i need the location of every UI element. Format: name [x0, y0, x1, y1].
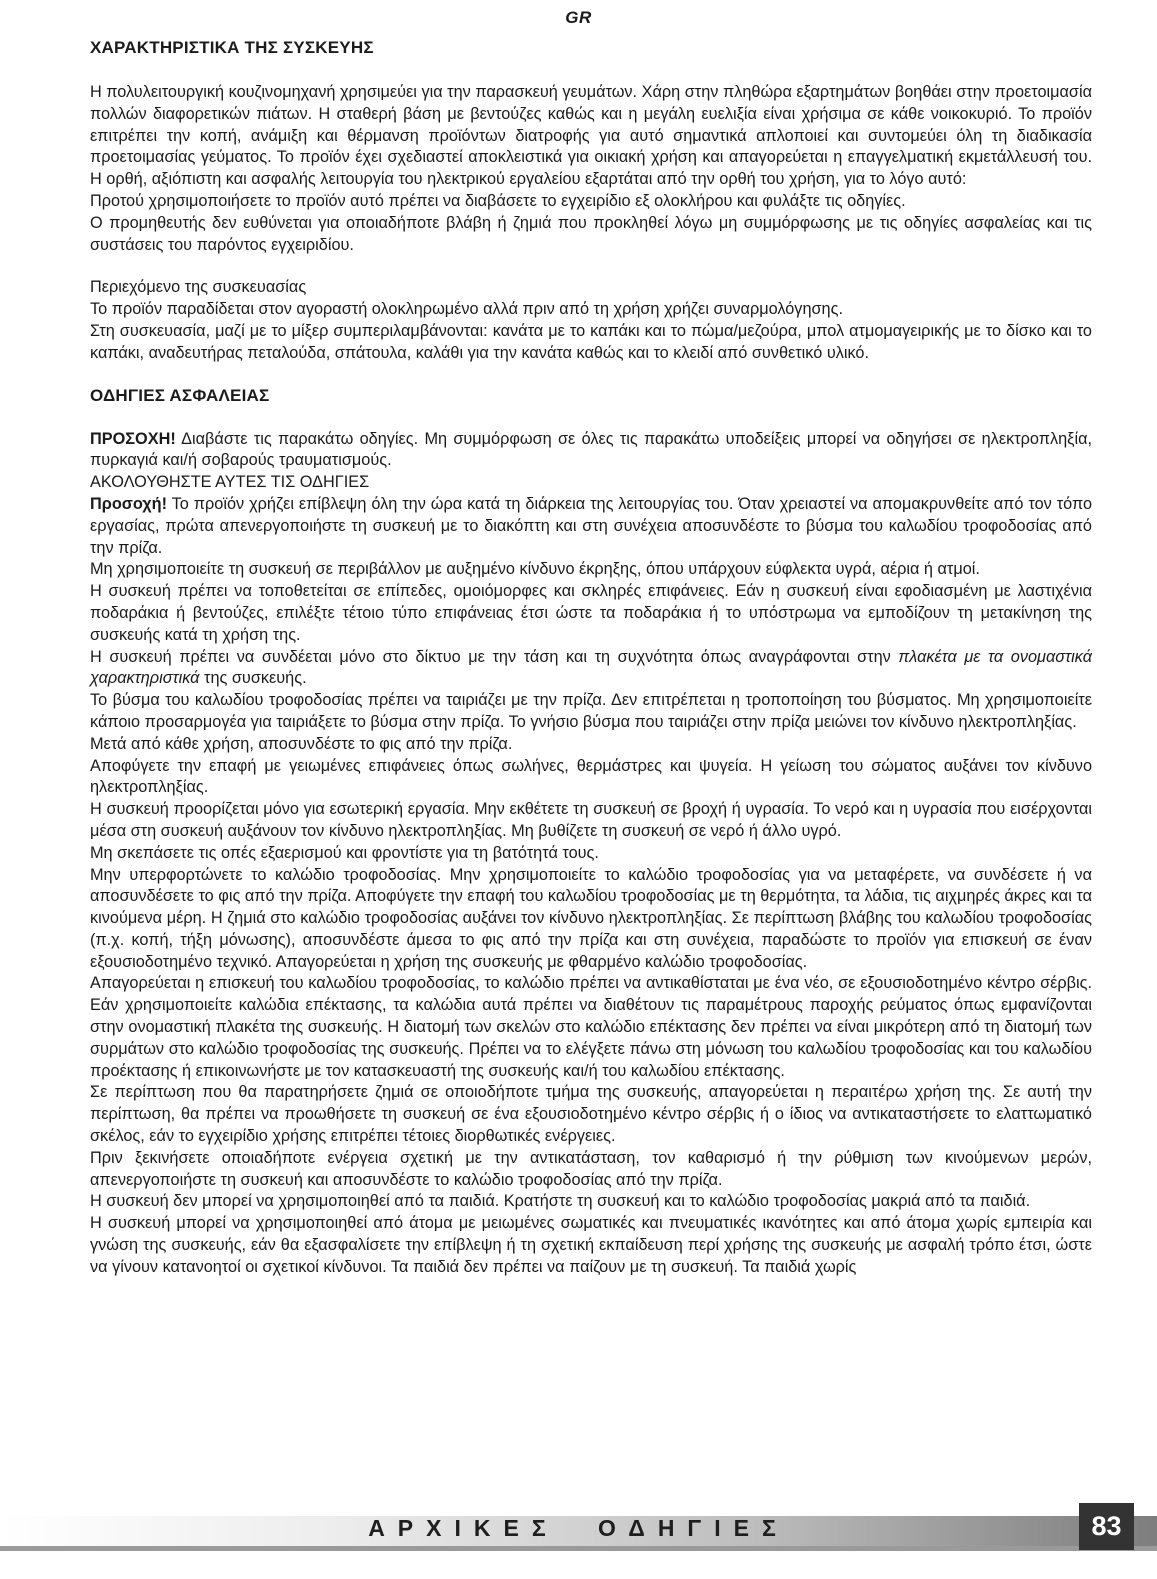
page-number: 83	[1091, 1511, 1122, 1541]
rule-text: της συσκευής.	[199, 669, 307, 688]
footer-underline	[0, 1546, 1157, 1551]
rule-text: Η συσκευή πρέπει να συνδέεται μόνο στο δίκτυο με την τάση και τη συχνότητα όπως αναγράφονται στην	[90, 647, 899, 666]
safety-rule: Η συσκευή μπορεί να χρησιμοποιηθεί από άτομα με μειωμένες σωματικές και πνευματικές ικανότητες και από άτομα χωρίς εμπειρία και γνώση της συσκευής, εάν θα εξασφαλίσετε την επίβλεψη ή τη σχετική εκπαίδευση περί χρήσης της συσκευής με ασφαλή τρόπο έτσι, ώστε να γίνουν κατανοητοί οι σχετικοί κίνδυνοι. Τα παιδιά δεν πρέπει να παίζουν με τη συσκευή. Τα παιδιά χωρίς	[90, 1214, 1092, 1276]
package-contents-heading: Περιεχόμενο της συσκευασίας	[90, 278, 307, 297]
page-content	[90, 38, 1092, 1279]
features-intro-block	[90, 82, 1092, 256]
safety-rule: Μη χρησιμοποιείτε τη συσκευή σε περιβάλλον με αυξημένο κίνδυνο έκρηξης, όπου υπάρχουν εύφλεκτα υγρά, αέρια ή ατμοί.	[90, 560, 980, 579]
paragraph: Προτού χρησιμοποιήσετε το προϊόν αυτό πρέπει να διαβάσετε το εγχειρίδιο εξ ολοκλήρου και φυλάξτε τις οδηγίες.	[90, 191, 906, 210]
package-contents-block	[90, 277, 1092, 364]
safety-rule: Απαγορεύεται η επισκευή του καλωδίου τροφοδοσίας, το καλώδιο πρέπει να αντικαθίσταται με ένα νέο, σε εξουσιοδοτημένο κέντρο σέρβις. Εάν χρησιμοποιείτε καλώδια επέκτασης, τα καλώδια αυτά πρέπει να διαθέτουν τις παραμέτρους παροχής ρεύματος όπως εμφανίζονται στην ονομαστική πλακέτα της συσκευής. Η διατομή των σκελών στο καλώδιο επέκτασης δεν πρέπει να είναι μικρότερη από τη διατομή των συρμάτων στο καλώδιο τροφοδοσίας της συσκευής. Πρέπει να το ελέγξετε πάνω στη μόνωση του καλωδίου τροφοδοσίας και του καλωδίου προέκτασης ή επικοινωνήστε με τον κατασκευαστή της συσκευής και/ή του καλωδίου επέκτασης.	[90, 974, 1092, 1080]
language-code: GR	[565, 8, 592, 27]
safety-rule: Αποφύγετε την επαφή με γειωμένες επιφάνειες όπως σωλήνες, θερμάστρες και ψυγεία. Η γείωση του σώματος αυξάνει τον κίνδυνο ηλεκτροπληξίας.	[90, 756, 1092, 797]
features-section-title: ΧΑΡΑΚΤΗΡΙΣΤΙΚΑ ΤΗΣ ΣΥΣΚΕΥΗΣ	[90, 38, 374, 57]
safety-rule-rating-plate	[90, 647, 1092, 691]
rating-plate-italic-phrase: πλακέτα με τα ονομαστικά χαρακτηριστικά	[90, 647, 1092, 688]
paragraph: Στη συσκευασία, μαζί με το μίξερ συμπεριλαμβάνονται: κανάτα με το καπάκι και το πώμα/μεζούρα, μπολ ατμομαγειρικής με το δίσκο και το καπάκι, αναδευτήρας πεταλούδα, σπάτουλα, καλάθι για την κανάτα καθώς και το κλειδί από συνθετικό υλικό.	[90, 321, 1092, 362]
page-number-badge	[1079, 1503, 1134, 1550]
footer-series-title: ΑΡΧΙΚΕΣ ΟΔΗΓΙΕΣ	[368, 1515, 789, 1541]
warning-text: Διαβάστε τις παρακάτω οδηγίες. Μη συμμόρφωση σε όλες τις παρακάτω υποδείξεις μπορεί να οδηγήσει σε ηλεκτροπληξία, πυρκαγιά και/ή σοβαρούς τραυματισμούς.	[90, 429, 1093, 470]
safety-rule: Μετά από κάθε χρήση, αποσυνδέστε το φις από την πρίζα.	[90, 734, 513, 753]
safety-attention-paragraph	[90, 494, 1092, 559]
safety-warning-paragraph	[90, 429, 1092, 473]
safety-rule: Το βύσμα του καλωδίου τροφοδοσίας πρέπει να ταιριάζει με την πρίζα. Δεν επιτρέπεται η τροποποίηση του βύσματος. Μη χρησιμοποιείτε κάποιο προσαρμογέα για ταιριάξετε το βύσμα στην πρίζα. Το γνήσιο βύσμα που ταιριάζει στην πρίζα μειώνει τον κίνδυνο ηλεκτροπληξίας.	[90, 691, 1092, 731]
safety-instructions-block	[90, 429, 1092, 1279]
safety-rule: Μην υπερφορτώνετε το καλώδιο τροφοδοσίας. Μην χρησιμοποιείτε το καλώδιο τροφοδοσίας για να μεταφέρετε, να συνδέσετε ή να αποσυνδέσετε το φις από την πρίζα. Αποφύγετε την επαφή του καλωδίου τροφοδοσίας με τη θερμότητα, τα λάδια, τις αιχμηρές άκρες και τα κινούμενα μέρη. Η ζημιά στο καλώδιο τροφοδοσίας αυξάνει τον κίνδυνο ηλεκτροπληξίας. Σε περίπτωση βλάβης του καλωδίου τροφοδοσίας (π.χ. κοπή, τήξη μόνωσης), αποσυνδέστε άμεσα το φις από την πρίζα και στη συνέχεια, παραδώστε το προϊόν για επισκευή σε έναν εξουσιοδοτημένο τεχνικό. Απαγορεύεται η χρήση της συσκευής με φθαρμένο καλώδιο τροφοδοσίας.	[90, 865, 1092, 971]
safety-rule: Μη σκεπάσετε τις οπές εξαερισμού και φροντίστε για τη βατότητά τους.	[90, 843, 599, 862]
safety-rule: Η συσκευή προορίζεται μόνο για εσωτερική εργασία. Μην εκθέτετε τη συσκευή σε βροχή ή υγρασία. Το νερό και η υγρασία που εισέρχονται μέσα στη συσκευή αυξάνουν τον κίνδυνο ηλεκτροπληξίας. Μη βυθίζετε τη συσκευή σε νερό ή άλλο υγρό.	[90, 800, 1092, 840]
attention-lead: Προσοχή!	[90, 494, 168, 513]
safety-rule: Σε περίπτωση που θα παρατηρήσετε ζημιά σε οποιοδήποτε τμήμα της συσκευής, απαγορεύεται η περαιτέρω χρήση της. Σε αυτή την περίπτωση, θα πρέπει να προωθήσετε τη συσκευή σε ένα εξουσιοδοτημένο κέντρο σέρβις ή ο ίδιος να αντικαταστήσετε το ελαττωματικό σκέλος, εάν το εγχειρίδιο χρήσης επιτρέπει τέτοιες διορθωτικές ενέργειες.	[90, 1083, 1092, 1146]
paragraph: Το προϊόν παραδίδεται στον αγοραστή ολοκληρωμένο αλλά πριν από τη χρήση χρήζει συναρμολόγησης.	[90, 300, 843, 319]
attention-text: Το προϊόν χρήζει επίβλεψη όλη την ώρα κατά τη διάρκεια της λειτουργίας του. Όταν χρειαστεί να απομακρυνθείτε από τον τόπο εργασίας, πρώτα απενεργοποιήστε τη συσκευή με το διακόπτη και στη συνέχεια αποσυνδέστε το βύσμα του καλωδίου τροφοδοσίας από την πρίζα.	[90, 494, 1093, 557]
warning-lead: ΠΡΟΣΟΧΗ!	[90, 429, 176, 448]
paragraph: Ο προμηθευτής δεν ευθύνεται για οποιαδήποτε βλάβη ή ζημιά που προκληθεί λόγω μη συμμόρφωσης με τις οδηγίες ασφαλείας και τις συστάσεις του παρόντος εγχειριδίου.	[90, 213, 1092, 254]
safety-rule: Πριν ξεκινήσετε οποιαδήποτε ενέργεια σχετική με την αντικατάσταση, τον καθαρισμό ή την ρύθμιση των κινούμενων μερών, απενεργοποιήστε τη συσκευή και αποσυνδέστε το καλώδιο τροφοδοσίας από την πρίζα.	[90, 1148, 1092, 1189]
safety-rule: Η συσκευή πρέπει να τοποθετείται σε επίπεδες, ομοιόμορφες και σκληρές επιφάνειες. Εάν η συσκευή είναι εφοδιασμένη με λαστιχένια ποδαράκια ή βεντούζες, επιλέξτε τέτοιο τύπο επιφάνειας έτσι ώστε τα ποδαράκια ή το υπόστρωμα να εμποδίζουν τη μετακίνηση της συσκευής κατά τη χρήση της.	[90, 582, 1092, 644]
paragraph: Η πολυλειτουργική κουζινομηχανή χρησιμεύει για την παρασκευή γευμάτων. Χάρη στην πληθώρα εξαρτημάτων βοηθάει στην προετοιμασία πολλών διαφορετικών πιάτων. Η σταθερή βάση με βεντούζες καθώς και η μεγάλη ευελιξία είναι χρήσιμα σε κάθε νοικοκυριό. Το προϊόν επιτρέπει την κοπή, ανάμιξη και θέρμανση προϊόντων διατροφής για αυτό σημαντικά απλοποιεί και συντομεύει όλη τη διαδικασία προετοιμασίας γεύματος. Το προϊόν έχει σχεδιαστεί αποκλειστικά για οικιακή χρήση και απαγορεύεται η επαγγελματική εκμετάλλευσή του. Η ορθή, αξιόπιστη και ασφαλής λειτουργία του ηλεκτρικού εργαλείου εξαρτάται από την ορθή του χρήση, για το λόγο αυτό:	[90, 83, 1092, 189]
safety-section-title: ΟΔΗΓΙΕΣ ΑΣΦΑΛΕΙΑΣ	[90, 385, 270, 405]
follow-instructions-line: ΑΚΟΛΟΥΘΗΣΤΕ ΑΥΤΕΣ ΤΙΣ ΟΔΗΓΙΕΣ	[90, 473, 370, 492]
safety-rule: Η συσκευή δεν μπορεί να χρησιμοποιηθεί από τα παιδιά. Κρατήστε τη συσκευή και το καλώδιο τροφοδοσίας μακριά από τα παιδιά.	[90, 1192, 1031, 1211]
